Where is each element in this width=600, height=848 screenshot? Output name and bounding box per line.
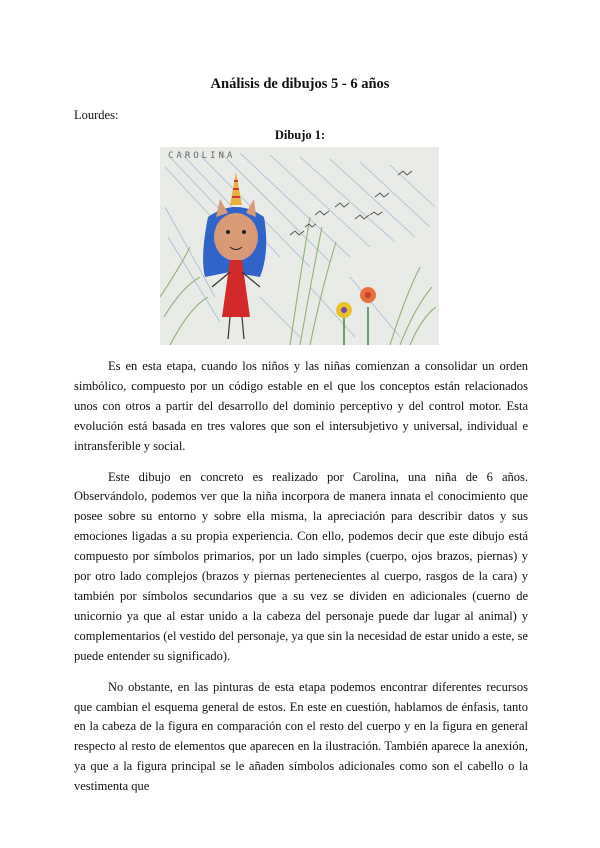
paragraph-3: No obstante, en las pinturas de esta etapa podemos encontrar diferentes recursos que cambian el esquema general de estos. En este en cuestión, hablamos de énfasis, tanto en la cabeza de la figura en comparación con el resto del cuerpo y en la figura en general respecto al resto de elementos que aparecen en la ilustración. También aparece la anexión, ya que a la figura principal se le añaden símbolos adicionales como son el cabello o la vestimenta que bbox=[74, 679, 528, 794]
body-text bbox=[74, 357, 528, 808]
svg-text:CAROLINA: CAROLINA bbox=[168, 151, 236, 161]
document-title: Análisis de dibujos 5 - 6 años bbox=[210, 76, 390, 92]
paragraph-2: Este dibujo en concreto es realizado por Carolina, una niña de 6 años. Observándolo, podemos ver que la niña incorpora de manera innata el conocimiento que posee sobre su entorno y sobre ella misma, la apreciación para describir datos y sus emociones ligadas a su propia experiencia. Con ello, podemos decir que este dibujo está compuesto por símbolos primarios, por un lado simples (cuerpo, ojos brazos, piernas) y por otro lado complejos (brazos y piernas pertenecientes al cuerpo, rasgos de la cara) y también por símbolos secundarios que a su vez se dividen en adicionales (cuerno de unicornio ya que al estar unido a la cabeza del personaje puede dar lugar al animal) y complementarios (el vestido del personaje, ya que sin la necesidad de estar unido a este, se puede entender su significado). bbox=[74, 469, 528, 663]
child-drawing-image bbox=[160, 147, 439, 345]
paragraph-1: Es en esta etapa, cuando los niños y las niñas comienzan a consolidar un orden simbólico, compuesto por un código estable en el que los conceptos están relacionados unos con otros a partir del desarrollo del dominio perceptivo y del control motor. Esta evolución está basada en tres valores que son el intersubjetivo y universal, individual e intransferible y social. bbox=[74, 359, 528, 453]
author-label: Lourdes: bbox=[74, 108, 119, 122]
figure-caption: Dibujo 1: bbox=[274, 128, 326, 142]
